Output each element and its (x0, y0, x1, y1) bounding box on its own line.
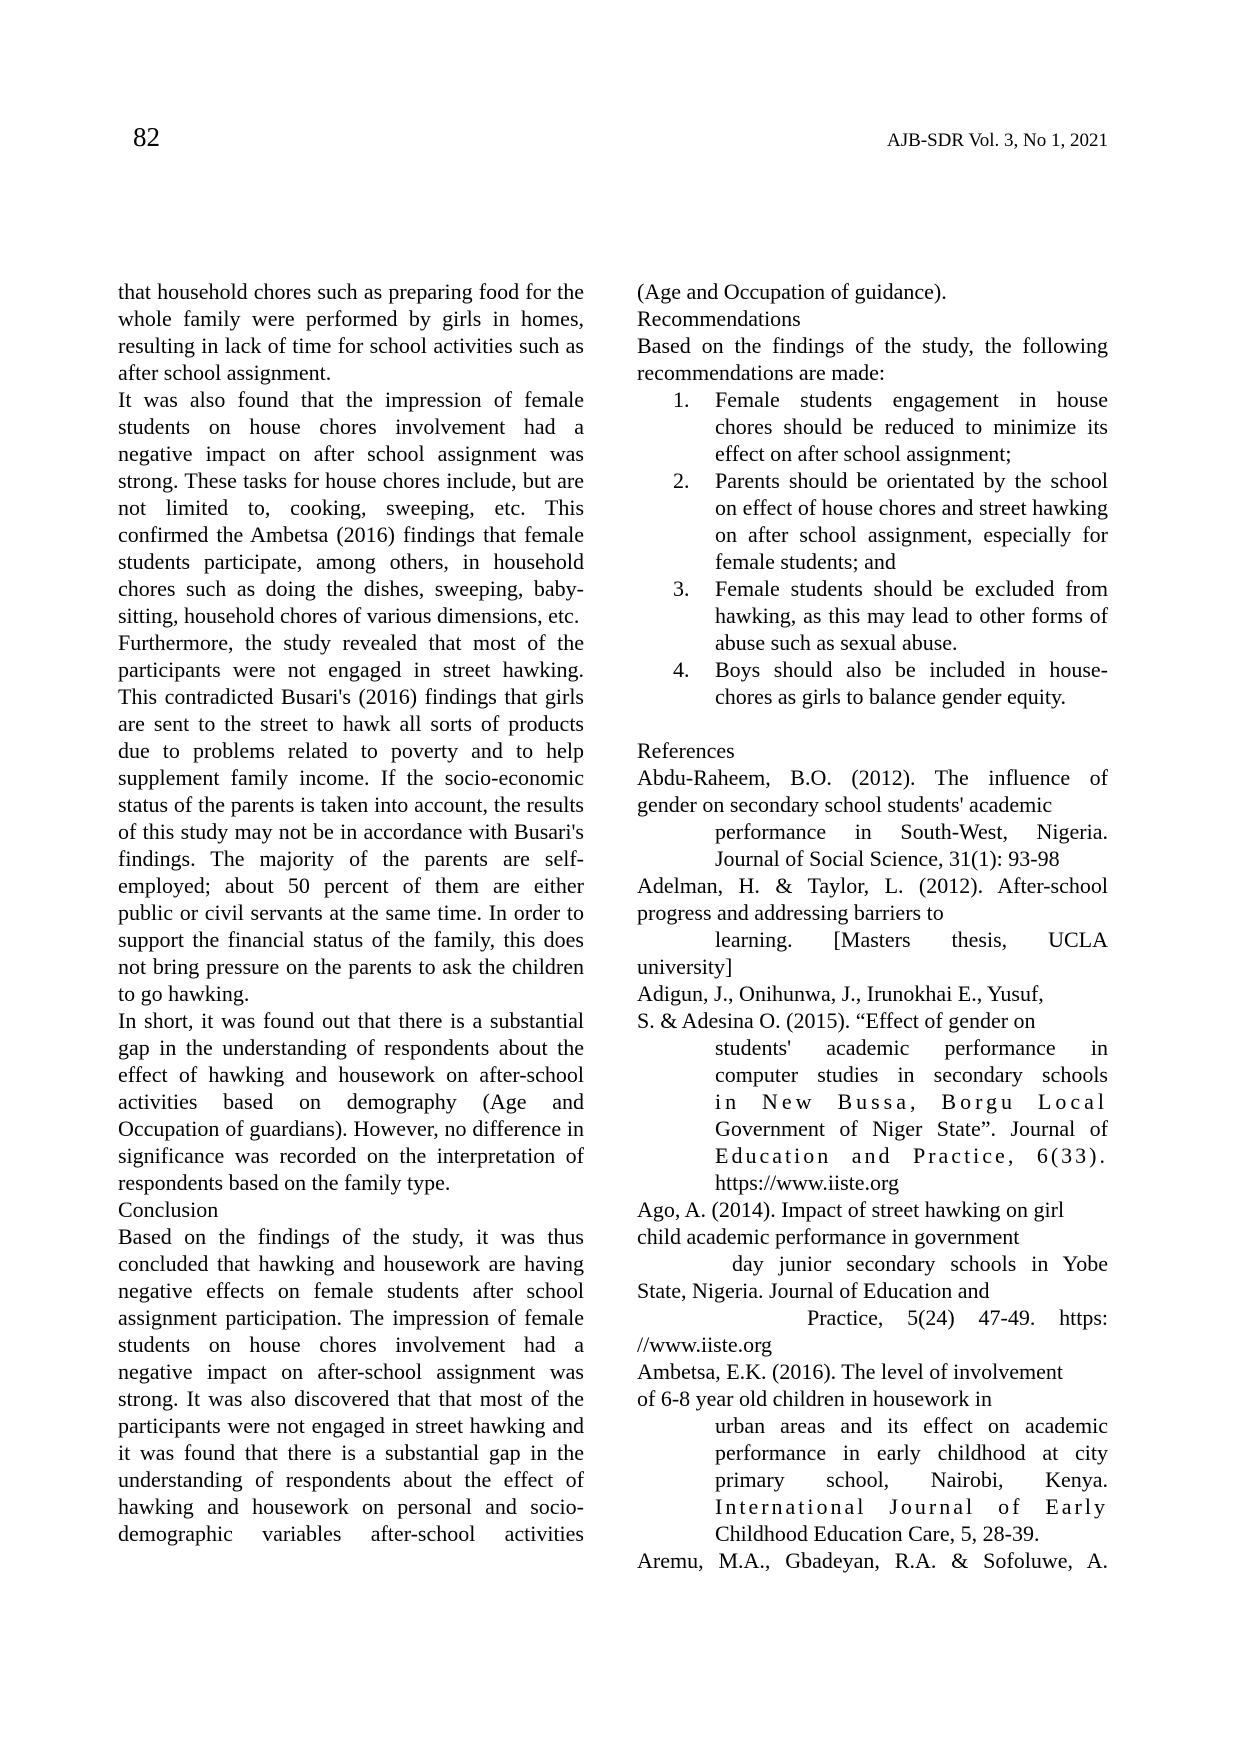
paragraph: Based on the findings of the study, it was thus concluded that hawking and housework are having negative effects on female students after school assignment participation. The impression of female students on house chores involvement had a negative impact on after-school assignment was strong. It was also discovered that that most of the participants were not engaged in street hawking and it was found that there is a substantial gap in the understanding of respondents about the effect of hawking and housework on personal and socio-demographic variables after-school activities (118, 1224, 584, 1546)
list-item-text: Boys should also be included in house-chores as girls to balance gender equity. (715, 657, 1108, 709)
reference-line: Government of Niger State”. Journal of (715, 1116, 1108, 1141)
numbered-list (637, 386, 1108, 710)
reference-line: Education and Practice, 6(33). (715, 1143, 1108, 1168)
reference-line: performance in early childhood at city (715, 1440, 1108, 1465)
reference-line: Practice, 5(24) 47-49. https: (807, 1305, 1108, 1330)
reference-line: International Journal of Early (715, 1494, 1108, 1519)
paragraph: Based on the findings of the study, the following recommendations are made: (637, 333, 1108, 385)
list-item (673, 467, 1108, 575)
reference-line: urban areas and its effect on academic (715, 1413, 1108, 1438)
reference-line: Adigun, J., Onihunwa, J., Irunokhai E., Yusuf, (637, 981, 1044, 1006)
reference-line: S. & Adesina O. (2015). “Effect of gender on (637, 1008, 1036, 1033)
text-columns (118, 278, 1108, 1574)
reference-line: learning. [Masters thesis, UCLA (715, 927, 1108, 952)
list-item-text: Female students should be excluded from hawking, as this may lead to other forms of abuse such as sexual abuse. (715, 576, 1108, 655)
reference-line: Aremu, M.A., Gbadeyan, R.A. & Sofoluwe, A. (637, 1548, 1108, 1573)
journal-volume-info: AJB-SDR Vol. 3, No 1, 2021 (886, 130, 1108, 151)
list-item (673, 575, 1108, 656)
reference-line: Journal of Social Science, 31(1): 93-98 (715, 846, 1060, 871)
paragraph: It was also found that the impression of female students on house chores involvement had a negative impact on after school assignment was strong. These tasks for house chores include, but are not limited to, cooking, sweeping, etc. This confirmed the Ambetsa (2016) findings that female students participate, among others, in household chores such as doing the dishes, sweeping, baby-sitting, household chores of various dimensions, etc. (118, 387, 584, 628)
reference-line: progress and addressing barriers to (637, 900, 944, 925)
page-header (133, 122, 1108, 153)
paragraph: In short, it was found out that there is a substantial gap in the understanding of respondents about the effect of hawking and housework on after-school activities based on demography (Age and Occupation of guardians). However, no difference in significance was recorded on the interpretation of respondents based on the family type. (118, 1008, 584, 1195)
reference-entry (637, 1358, 1108, 1547)
section-heading: Conclusion (118, 1197, 219, 1222)
right-column (637, 278, 1108, 1574)
reference-line: students' academic performance in (715, 1035, 1108, 1060)
reference-entry (637, 980, 1108, 1196)
list-item-number: 2. (673, 468, 690, 493)
list-item-number: 1. (673, 387, 690, 412)
reference-line: Ambetsa, E.K. (2016). The level of involvement (637, 1359, 1064, 1384)
paragraph: that household chores such as preparing food for the whole family were performed by girls in homes, resulting in lack of time for school activities such as after school assignment. (118, 279, 584, 385)
reference-line: Abdu-Raheem, B.O. (2012). The influence of (637, 765, 1108, 790)
reference-line: in New Bussa, Borgu Local (715, 1089, 1108, 1114)
reference-entry (637, 764, 1108, 872)
reference-line: performance in South-West, Nigeria. (715, 819, 1108, 844)
reference-line: Adelman, H. & Taylor, L. (2012). After-school (637, 873, 1108, 898)
paragraph: (Age and Occupation of guidance). (637, 279, 947, 304)
spacer (637, 710, 1108, 737)
reference-line: Ago, A. (2014). Impact of street hawking on girl (637, 1197, 1065, 1222)
reference-entry (637, 1196, 1108, 1358)
reference-line: State, Nigeria. Journal of Education and (637, 1278, 990, 1303)
reference-line: https://www.iiste.org (715, 1170, 899, 1195)
reference-line: child academic performance in government (637, 1224, 1020, 1249)
list-item-text: Parents should be orientated by the school on effect of house chores and street hawking on after school assignment, especially for female students; and (715, 468, 1108, 574)
reference-line: primary school, Nairobi, Kenya. (715, 1467, 1108, 1492)
list-item-number: 4. (673, 657, 690, 682)
reference-entry (637, 1547, 1108, 1574)
reference-line: of 6-8 year old children in housework in (637, 1386, 992, 1411)
section-heading: References (637, 738, 735, 763)
reference-line: gender on secondary school students' academic (637, 792, 1053, 817)
list-item (673, 656, 1108, 710)
reference-line: computer studies in secondary schools (715, 1062, 1108, 1087)
reference-line: Childhood Education Care, 5, 28-39. (715, 1521, 1040, 1546)
left-column (118, 278, 584, 1574)
reference-line: day junior secondary schools in Yobe (732, 1251, 1108, 1276)
list-item-number: 3. (673, 576, 690, 601)
section-heading: Recommendations (637, 306, 801, 331)
reference-line: university] (637, 954, 733, 979)
reference-line: //www.iiste.org (637, 1332, 773, 1357)
list-item-text: Female students engagement in house chores should be reduced to minimize its effect on after school assignment; (715, 387, 1108, 466)
list-item (673, 386, 1108, 467)
page-number: 82 (133, 122, 160, 152)
reference-entry (637, 872, 1108, 980)
paragraph: Furthermore, the study revealed that most of the participants were not engaged in street hawking. This contradicted Busari's (2016) findings that girls are sent to the street to hawk all sorts of products due to problems related to poverty and to help supplement family income. If the socio-economic status of the parents is taken into account, the results of this study may not be in accordance with Busari's findings. The majority of the parents are self-employed; about 50 percent of them are either public or civil servants at the same time. In order to support the financial status of the family, this does not bring pressure on the parents to ask the children to go hawking. (118, 630, 584, 1006)
